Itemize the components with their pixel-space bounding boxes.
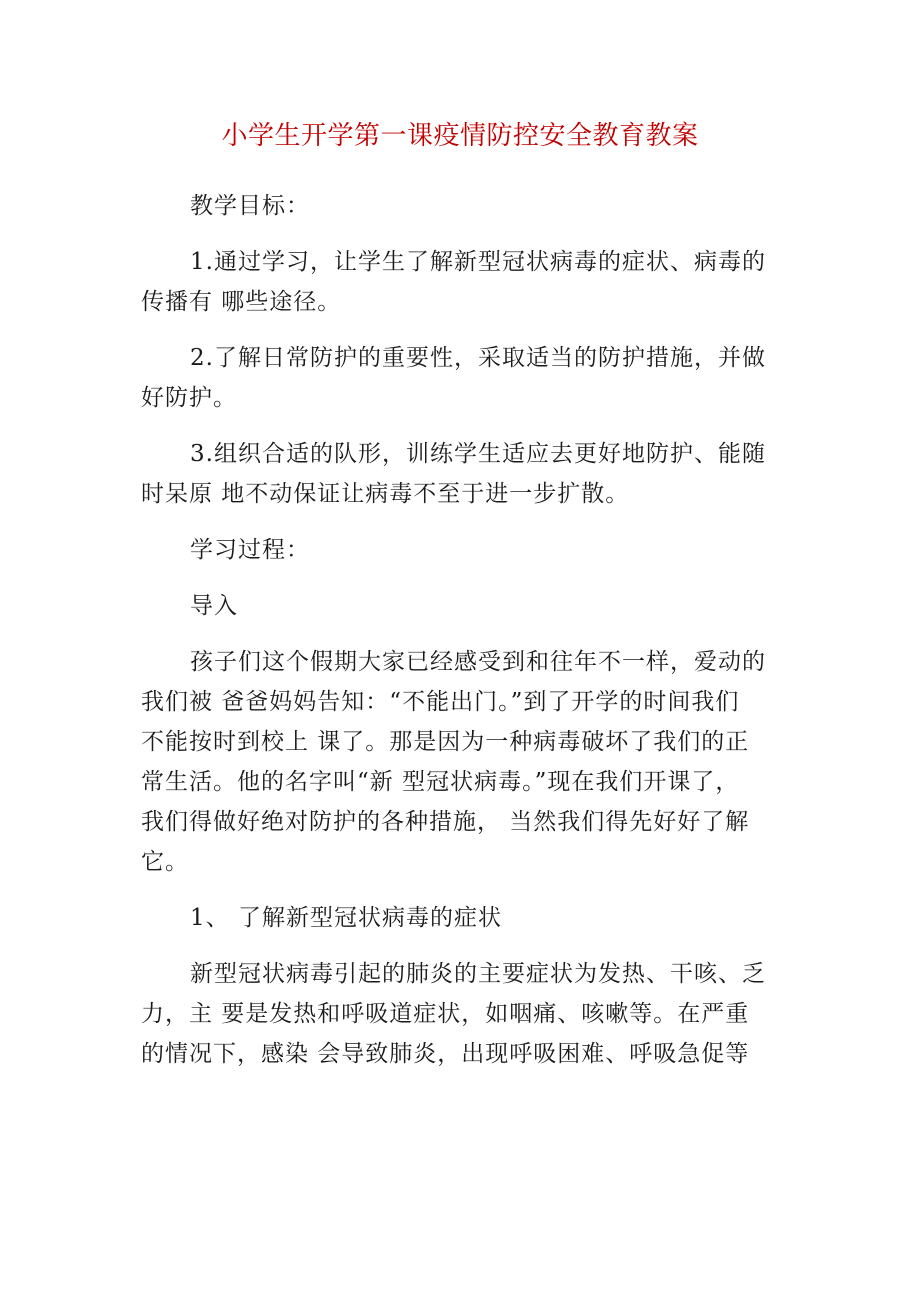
paragraph-line: 不能按时到校上 课了。那是因为一种病毒破坏了我们的正	[141, 729, 750, 755]
document-body	[141, 186, 783, 1074]
paragraph-line: 好防护。	[141, 385, 237, 411]
paragraph-line: 时呆原 地不动保证让病毒不至于进一步扩散。	[141, 481, 630, 507]
paragraph-line: 力，主 要是发热和呼吸道症状，如咽痛、咳嗽等。在严重	[141, 1001, 750, 1027]
paragraph	[141, 434, 783, 514]
paragraph-line: 1.通过学习，让学生了解新型冠状病毒的症状、病毒的	[190, 249, 766, 275]
paragraph-line: 我们得做好绝对防护的各种措施， 当然我们得先好好了解	[141, 809, 750, 835]
paragraph	[141, 586, 783, 626]
paragraph-line: 我们被 爸爸妈妈告知：“不能出门。”到了开学的时间我们	[141, 689, 740, 715]
paragraph-line: 新型冠状病毒引起的肺炎的主要症状为发热、干咳、乏	[190, 961, 766, 987]
paragraph	[141, 338, 783, 418]
paragraph-line: 传播有 哪些途径。	[141, 289, 342, 315]
paragraph	[141, 642, 783, 882]
paragraph-line: 常生活。他的名字叫“新 型冠状病毒。”现在我们开课了，	[141, 769, 740, 795]
paragraph	[141, 954, 783, 1074]
paragraph-line: 1、 了解新型冠状病毒的症状	[190, 905, 502, 931]
paragraph	[141, 186, 783, 226]
paragraph-line: 的情况下，感染 会导致肺炎，出现呼吸困难、呼吸急促等	[141, 1041, 750, 1067]
paragraph	[141, 242, 783, 322]
document-title: 小学生开学第一课疫情防控安全教育教案	[221, 121, 699, 151]
paragraph-line: 导入	[190, 593, 238, 619]
paragraph-line: 孩子们这个假期大家已经感受到和往年不一样，爱动的	[190, 649, 766, 675]
paragraph-line: 学习过程：	[190, 537, 310, 563]
paragraph	[141, 898, 783, 938]
paragraph-line: 它。	[141, 849, 189, 875]
paragraph-line: 2.了解日常防护的重要性，采取适当的防护措施，并做	[190, 345, 766, 371]
paragraph-line: 3.组织合适的队形，训练学生适应去更好地防护、能随	[190, 441, 766, 467]
paragraph-line: 教学目标：	[190, 193, 310, 219]
paragraph	[141, 530, 783, 570]
